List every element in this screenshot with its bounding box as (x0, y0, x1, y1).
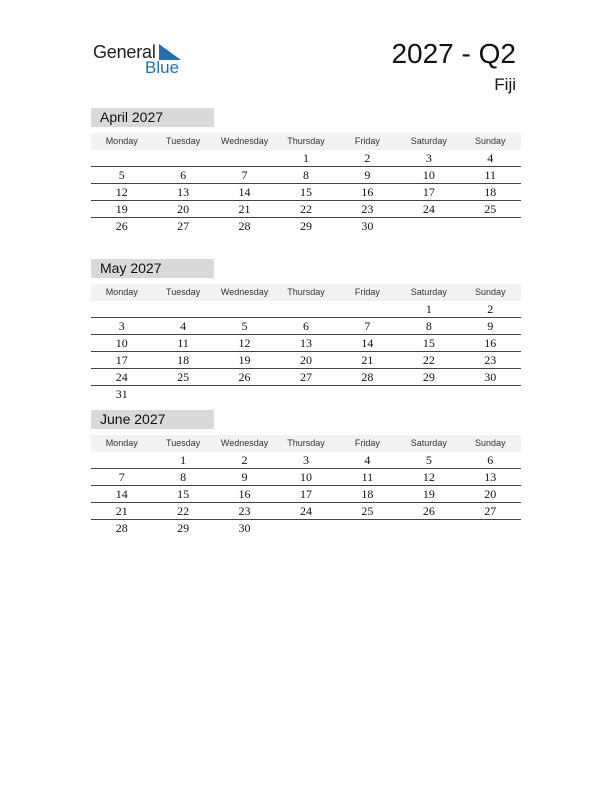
day-cell: 12 (238, 336, 251, 350)
day-cell: 13 (299, 336, 312, 350)
day-cell: 24 (299, 504, 312, 518)
month-calendar-april (91, 108, 521, 234)
day-cell: 28 (115, 521, 128, 535)
day-cell: 12 (115, 185, 128, 199)
week-row (91, 369, 521, 386)
day-cell: 19 (115, 202, 128, 216)
day-cell (275, 386, 336, 402)
month-calendar-june (91, 410, 521, 536)
week-row (91, 386, 521, 402)
day-cell: 30 (484, 370, 497, 384)
day-cell: 6 (302, 319, 309, 333)
day-cell (91, 150, 152, 166)
day-cell: 4 (487, 151, 494, 165)
day-cell: 19 (238, 353, 251, 367)
weekday-header-row (91, 435, 521, 452)
day-cell (337, 520, 398, 536)
day-cell: 24 (422, 202, 435, 216)
day-cell (91, 452, 152, 468)
weekday-label: Tuesday (166, 287, 201, 297)
day-cell: 18 (361, 487, 374, 501)
weekday-label: Thursday (287, 438, 325, 448)
week-row (91, 335, 521, 352)
day-cell: 4 (364, 453, 371, 467)
day-cell: 21 (115, 504, 128, 518)
weeks-grid (91, 452, 521, 536)
day-cell: 11 (484, 168, 497, 182)
day-cell: 26 (238, 370, 251, 384)
week-row (91, 318, 521, 335)
weekday-label: Sunday (474, 136, 506, 146)
day-cell: 9 (487, 319, 494, 333)
day-cell: 24 (115, 370, 128, 384)
weekday-label: Wednesday (220, 136, 269, 146)
day-cell: 10 (422, 168, 435, 182)
page-title: 2027 - Q2 (391, 38, 516, 69)
weekday-label: Wednesday (220, 438, 269, 448)
day-cell: 8 (302, 168, 309, 182)
day-cell: 22 (422, 353, 435, 367)
day-cell: 27 (484, 504, 497, 518)
week-row (91, 218, 521, 234)
weekday-label: Sunday (474, 438, 506, 448)
day-cell: 9 (241, 470, 248, 484)
day-cell: 11 (177, 336, 189, 350)
day-cell: 7 (118, 470, 125, 484)
week-row (91, 201, 521, 218)
day-cell: 20 (177, 202, 190, 216)
weekday-label: Friday (354, 287, 380, 297)
day-cell: 17 (115, 353, 128, 367)
day-cell: 7 (241, 168, 248, 182)
day-cell: 15 (177, 487, 190, 501)
week-row (91, 520, 521, 536)
day-cell: 5 (425, 453, 432, 467)
day-cell: 3 (302, 453, 309, 467)
week-row (91, 452, 521, 469)
weekday-header-row (91, 284, 521, 301)
day-cell: 17 (299, 487, 312, 501)
day-cell: 31 (115, 387, 128, 401)
day-cell: 18 (484, 185, 497, 199)
day-cell: 2 (241, 453, 248, 467)
month-title: May 2027 (91, 259, 214, 278)
week-row (91, 486, 521, 503)
day-cell (152, 301, 213, 317)
day-cell: 25 (484, 202, 497, 216)
day-cell (152, 150, 213, 166)
day-cell (275, 301, 336, 317)
day-cell: 7 (364, 319, 371, 333)
day-cell: 3 (425, 151, 432, 165)
day-cell: 3 (118, 319, 125, 333)
week-row (91, 503, 521, 520)
day-cell: 16 (361, 185, 374, 199)
weekday-label: Thursday (287, 136, 325, 146)
day-cell: 4 (180, 319, 187, 333)
month-title: April 2027 (91, 108, 214, 127)
day-cell (214, 150, 275, 166)
day-cell: 1 (425, 302, 432, 316)
day-cell: 14 (361, 336, 374, 350)
weekday-label: Friday (354, 136, 380, 146)
weekday-label: Monday (105, 287, 138, 297)
day-cell (398, 218, 459, 234)
weekday-label: Saturday (410, 287, 447, 297)
week-row (91, 469, 521, 486)
day-cell: 20 (484, 487, 497, 501)
day-cell: 2 (364, 151, 371, 165)
day-cell: 6 (180, 168, 187, 182)
day-cell: 20 (299, 353, 312, 367)
month-calendar-may (91, 259, 521, 402)
day-cell: 14 (115, 487, 128, 501)
day-cell: 23 (361, 202, 374, 216)
day-cell: 23 (238, 504, 251, 518)
day-cell: 13 (177, 185, 190, 199)
day-cell: 27 (299, 370, 312, 384)
weekday-label: Wednesday (220, 287, 269, 297)
day-cell: 5 (118, 168, 125, 182)
day-cell (91, 301, 152, 317)
day-cell: 12 (422, 470, 435, 484)
weekday-label: Sunday (474, 287, 506, 297)
day-cell: 10 (115, 336, 128, 350)
day-cell: 2 (487, 302, 494, 316)
day-cell: 21 (238, 202, 251, 216)
day-cell (152, 386, 213, 402)
month-title: June 2027 (91, 410, 214, 429)
day-cell (398, 386, 459, 402)
weekday-label: Tuesday (166, 438, 201, 448)
day-cell: 1 (302, 151, 309, 165)
day-cell: 11 (361, 470, 374, 484)
weeks-grid (91, 150, 521, 234)
day-cell: 18 (177, 353, 190, 367)
day-cell (460, 520, 521, 536)
day-cell (398, 520, 459, 536)
weeks-grid (91, 301, 521, 402)
day-cell: 6 (487, 453, 494, 467)
day-cell: 26 (422, 504, 435, 518)
day-cell: 15 (299, 185, 312, 199)
logo-text-blue: Blue (145, 58, 180, 77)
day-cell: 16 (484, 336, 497, 350)
day-cell: 26 (115, 219, 128, 233)
day-cell: 30 (361, 219, 374, 233)
day-cell: 15 (422, 336, 435, 350)
day-cell (460, 218, 521, 234)
week-row (91, 167, 521, 184)
day-cell: 25 (361, 504, 374, 518)
country-label: Fiji (494, 75, 516, 94)
day-cell: 27 (177, 219, 190, 233)
day-cell: 29 (422, 370, 435, 384)
day-cell: 16 (238, 487, 251, 501)
generalblue-logo (93, 40, 188, 80)
week-row (91, 352, 521, 369)
day-cell: 28 (238, 219, 251, 233)
day-cell: 23 (484, 353, 497, 367)
day-cell: 17 (422, 185, 435, 199)
logo-text-general: General (93, 42, 156, 62)
day-cell (460, 386, 521, 402)
day-cell: 10 (299, 470, 312, 484)
day-cell (214, 386, 275, 402)
week-row (91, 301, 521, 318)
weekday-label: Monday (105, 136, 138, 146)
weekday-label: Friday (354, 438, 380, 448)
weekday-label: Monday (105, 438, 138, 448)
day-cell: 22 (299, 202, 312, 216)
day-cell (337, 301, 398, 317)
day-cell: 14 (238, 185, 251, 199)
day-cell (214, 301, 275, 317)
weekday-label: Saturday (410, 136, 447, 146)
week-row (91, 150, 521, 167)
day-cell: 1 (180, 453, 187, 467)
day-cell: 19 (422, 487, 435, 501)
day-cell (275, 520, 336, 536)
day-cell: 9 (364, 168, 371, 182)
day-cell: 8 (180, 470, 187, 484)
day-cell: 5 (241, 319, 248, 333)
day-cell: 30 (238, 521, 251, 535)
weekday-label: Saturday (410, 438, 447, 448)
day-cell: 28 (361, 370, 374, 384)
day-cell: 22 (177, 504, 190, 518)
day-cell: 21 (361, 353, 374, 367)
weekday-header-row (91, 133, 521, 150)
day-cell: 13 (484, 470, 497, 484)
weekday-label: Thursday (287, 287, 325, 297)
day-cell: 29 (299, 219, 312, 233)
weekday-label: Tuesday (166, 136, 201, 146)
day-cell: 25 (177, 370, 190, 384)
day-cell (337, 386, 398, 402)
week-row (91, 184, 521, 201)
day-cell: 29 (177, 521, 190, 535)
day-cell: 8 (425, 319, 432, 333)
